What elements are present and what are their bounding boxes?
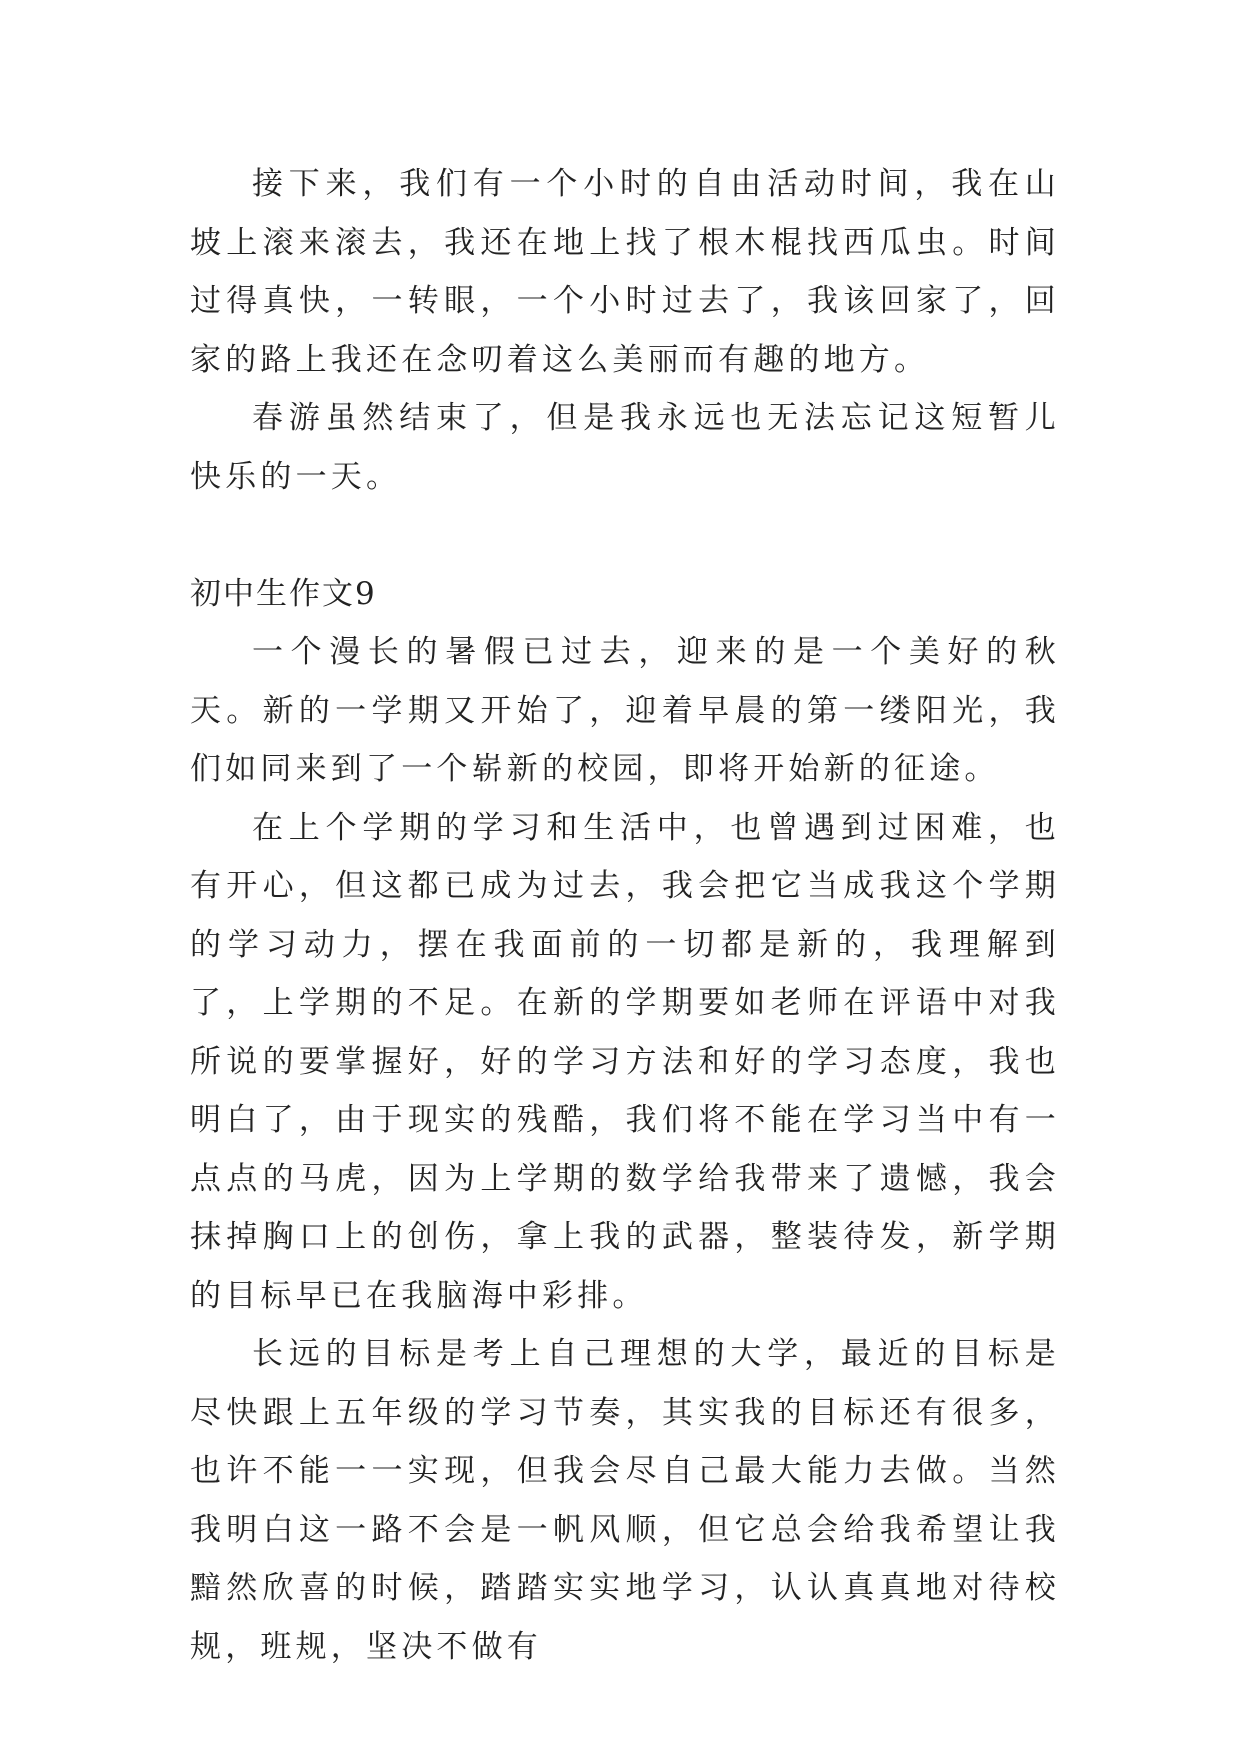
essay-heading: 初中生作文9 — [190, 575, 377, 612]
document-body — [190, 155, 1060, 1676]
paragraph-spring-outing-end: 春游虽然结束了，但是我永远也无法忘记这短暂儿快乐的一天。 — [190, 400, 1060, 495]
paragraph-new-semester: 一个漫长的暑假已过去，迎来的是一个美好的秋天。新的一学期又开始了，迎着早晨的第一缕阳光，我们如同来到了一个崭新的校园，即将开始新的征途。 — [190, 634, 1060, 787]
paragraph-goals: 长远的目标是考上自己理想的大学，最近的目标是尽快跟上五年级的学习节奏，其实我的目标还有很多，也许不能一一实现，但我会尽自己最大能力去做。当然我明白这一路不会是一帆风顺，但它总会给我希望让我黯然欣喜的时候，踏踏实实地学习，认认真真地对待校规，班规，坚决不做有 — [190, 1336, 1060, 1665]
paragraph-free-activity: 接下来，我们有一个小时的自由活动时间，我在山坡上滚来滚去，我还在地上找了根木棍找西瓜虫。时间过得真快，一转眼，一个小时过去了，我该回家了，回家的路上我还在念叨着这么美丽而有趣的地方。 — [190, 166, 1060, 378]
paragraph-last-semester: 在上个学期的学习和生活中，也曾遇到过困难，也有开心，但这都已成为过去，我会把它当成我这个学期的学习动力，摆在我面前的一切都是新的，我理解到了，上学期的不足。在新的学期要如老师在评语中对我所说的要掌握好，好的学习方法和好的学习态度，我也明白了，由于现实的残酷，我们将不能在学习当中有一点点的马虎，因为上学期的数学给我带来了遗憾，我会抹掉胸口上的创伤，拿上我的武器，整装待发，新学期的目标早已在我脑海中彩排。 — [190, 809, 1060, 1314]
